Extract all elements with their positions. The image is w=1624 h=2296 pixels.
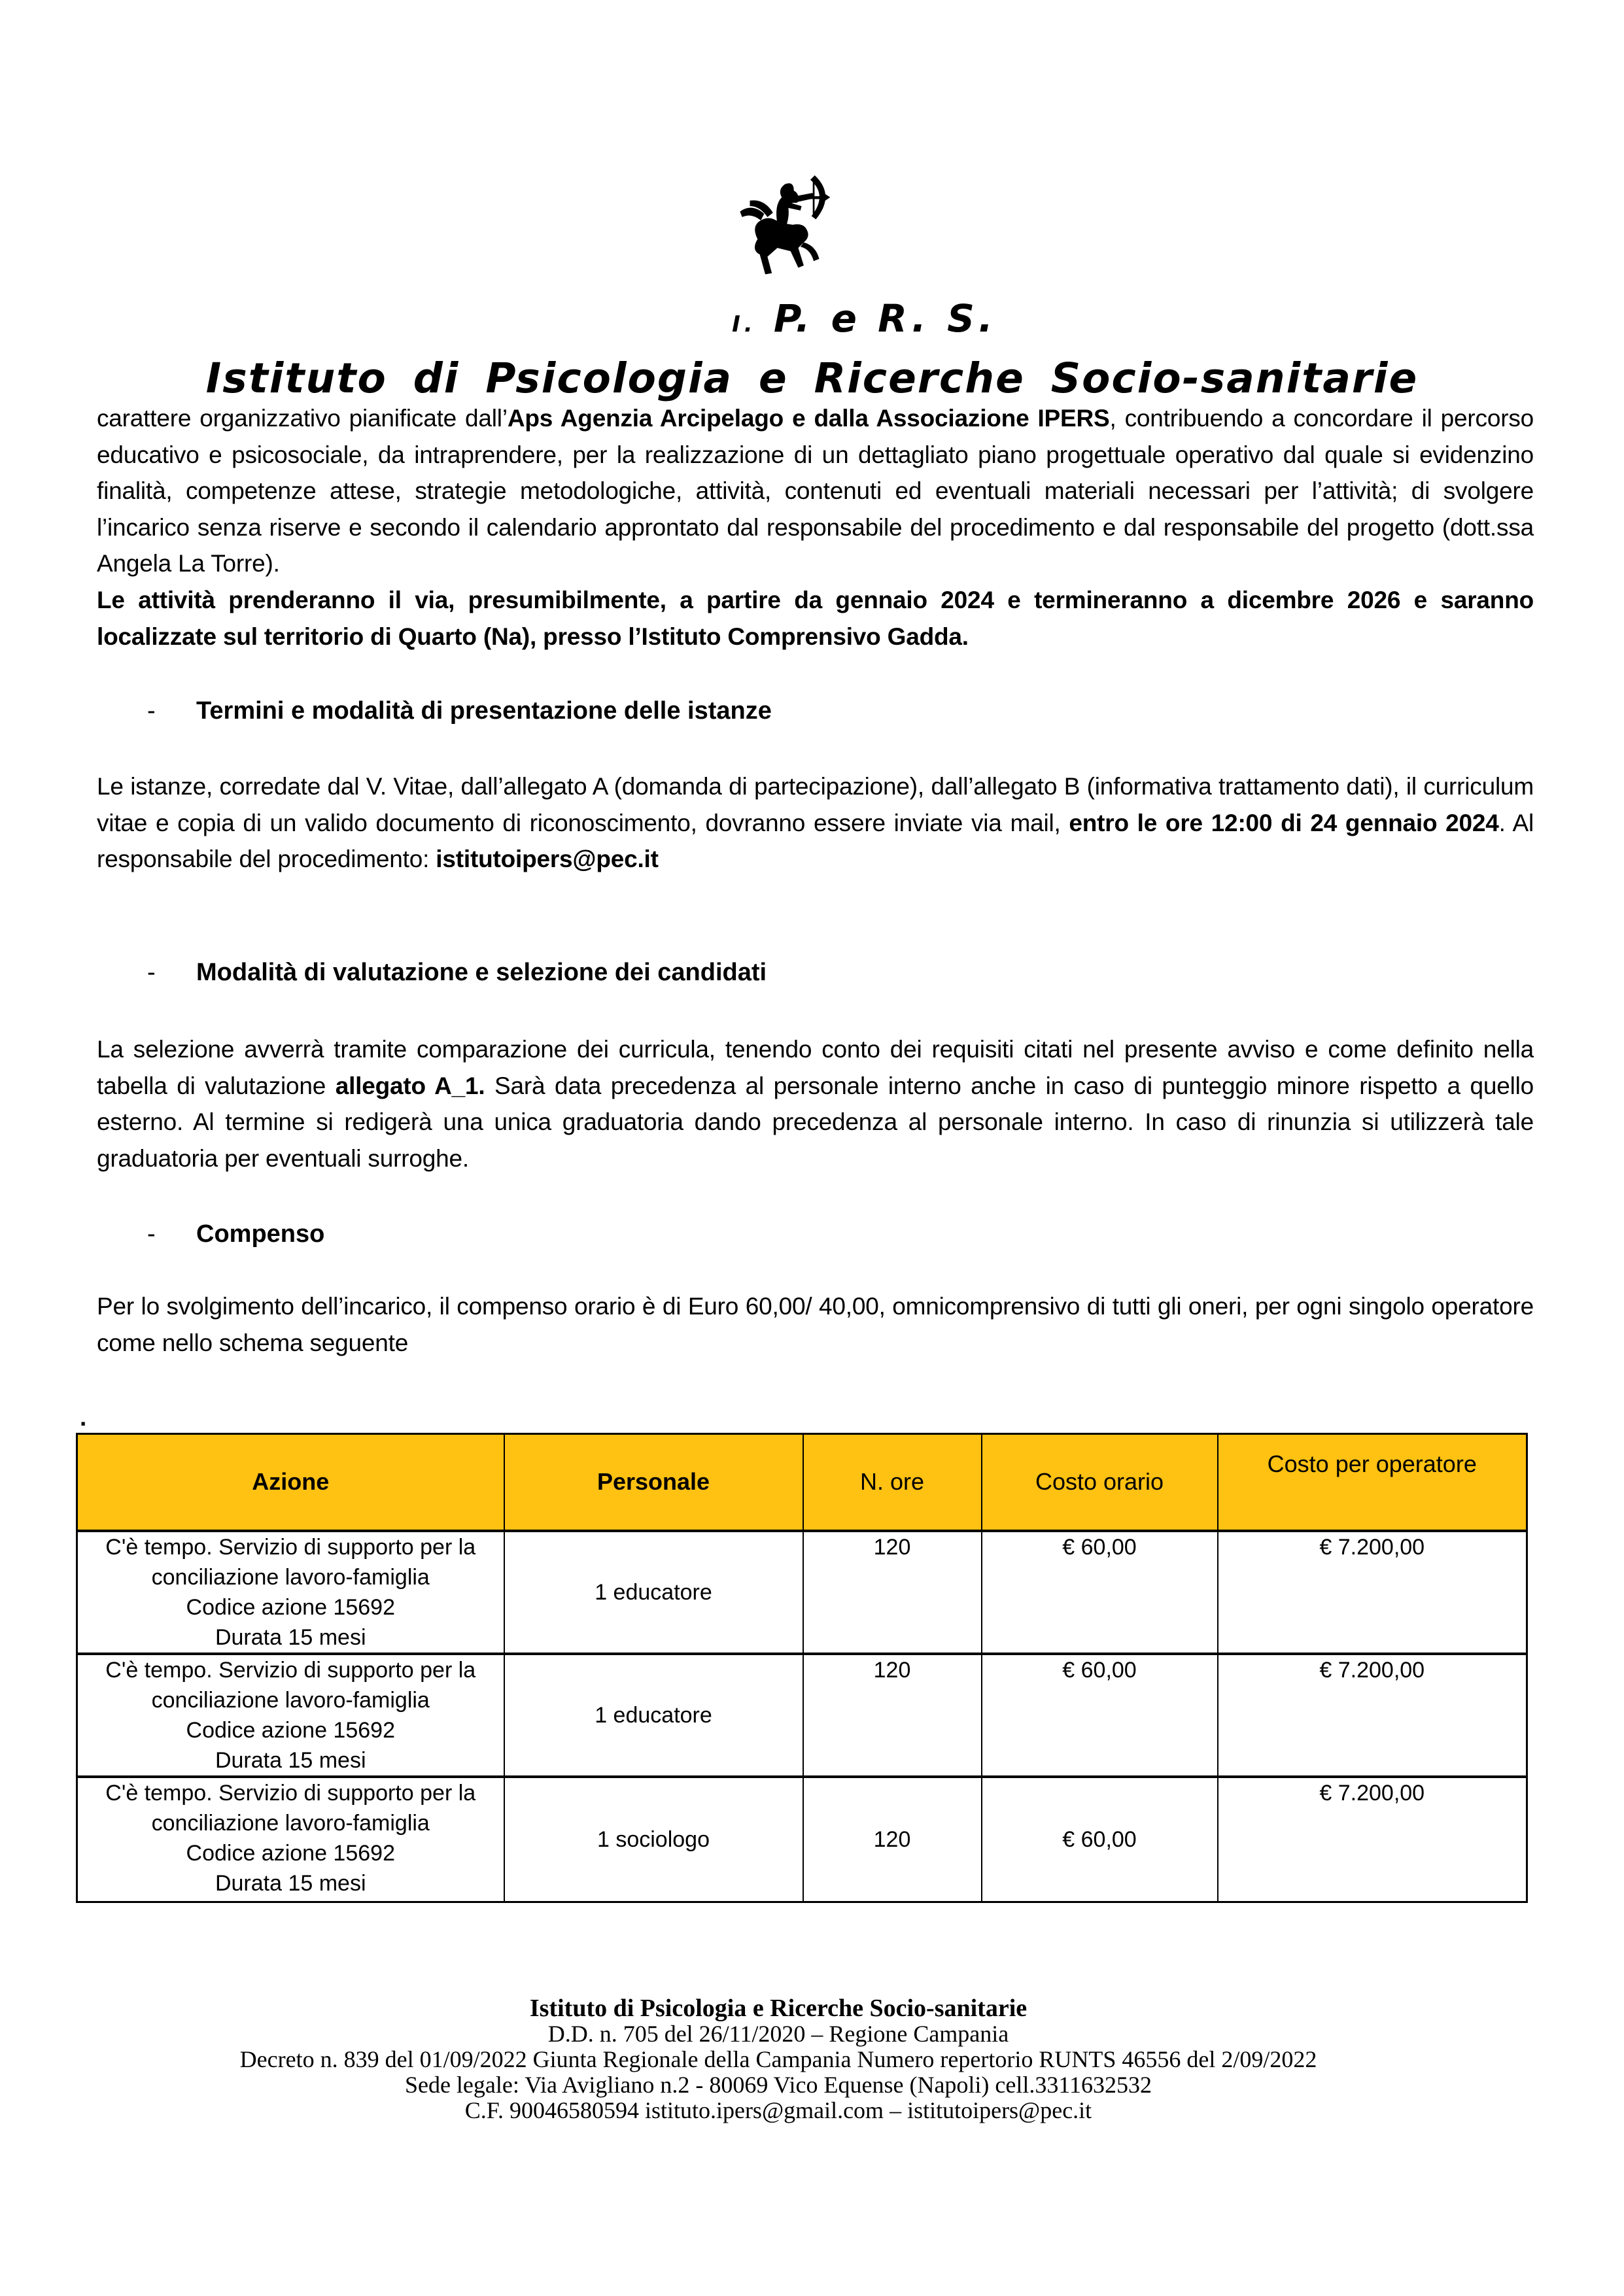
col-header-n-ore: N. ore	[803, 1434, 982, 1531]
col-header-personale: Personale	[504, 1434, 803, 1531]
cell-n-ore: 120	[803, 1654, 982, 1777]
page-title: Istituto di Psicologia e Ricerche Socio-sanitarie	[205, 354, 1419, 402]
paragraph-selezione-text: La selezione avverrà tramite comparazione dei curricula, tenendo conto dei requisiti citati nel presente avviso e come definito nella tabella di valutazione	[97, 1036, 1534, 1099]
cell-personale: 1 educatore	[504, 1654, 803, 1777]
paragraph-selezione	[97, 1031, 1534, 1176]
stray-period: .	[80, 1404, 87, 1431]
centaur-archer-icon	[731, 169, 842, 290]
section-heading-compenso-label: Compenso	[196, 1220, 325, 1248]
section-heading-compenso	[97, 1216, 1534, 1252]
section-heading-valutazione-label: Modalità di valutazione e selezione dei candidati	[196, 959, 767, 986]
cell-n-ore: 120	[803, 1777, 982, 1902]
azione-line: Codice azione 15692	[186, 1840, 395, 1866]
cell-azione	[77, 1777, 504, 1902]
cell-costo-orario: € 60,00	[982, 1777, 1218, 1902]
pec-email-bold: istitutoipers@pec.it	[436, 846, 659, 872]
azione-line: conciliazione lavoro-famiglia	[151, 1810, 430, 1836]
bullet-dash: -	[147, 959, 156, 986]
azione-line: Durata 15 mesi	[215, 1747, 366, 1773]
azione-line: C'è tempo. Servizio di supporto per la	[105, 1657, 476, 1683]
paragraph-activities-period: Le attività prenderanno il via, presumibilmente, a partire da gennaio 2024 e termineranno a dicembre 2026 e saranno localizzate sul territorio di Quarto (Na), presso l’Istituto Comprensivo Gadda.	[97, 587, 1534, 650]
azione-line: C'è tempo. Servizio di supporto per la	[105, 1780, 476, 1806]
section-heading-termini-label: Termini e modalità di presentazione delle istanze	[196, 697, 772, 725]
azione-line: C'è tempo. Servizio di supporto per la	[105, 1534, 476, 1560]
cell-costo-per-operatore: € 7.200,00	[1218, 1654, 1527, 1777]
table-row-educatore-1	[77, 1531, 1527, 1654]
footer	[0, 1996, 1557, 2123]
footer-sede-legale: Sede legale: Via Avigliano n.2 - 80069 Vico Equense (Napoli) cell.3311632532	[404, 2072, 1152, 2098]
paragraph-intro-text: carattere organizzativo pianificate dall’	[97, 405, 508, 432]
acronym-small-i: I.	[732, 311, 757, 337]
col-header-costo-orario: Costo orario	[982, 1434, 1218, 1531]
cell-azione	[77, 1654, 504, 1777]
paragraph-intro-bold-orgs: Aps Agenzia Arcipelago e dalla Associazione IPERS	[507, 405, 1110, 432]
section-heading-termini	[97, 693, 1534, 729]
table-row-sociologo	[77, 1777, 1527, 1902]
centaur-archer-logo	[731, 169, 842, 290]
paragraph-istanze-text: Le istanze, corredate dal V. Vitae, dall’allegato A (domanda di partecipazione), dall’allegato B (informativa trattamento dati), il curriculum vitae e copia di un valido documento di riconoscimento, dovranno essere inviate via mail,	[97, 773, 1534, 836]
paragraph-istanze-text-2: . Al responsabile del procedimento:	[97, 809, 1534, 872]
deadline-bold: entro le ore 12:00 di 24 gennaio 2024	[1069, 809, 1499, 836]
acronym-rest: P. e R. S.	[756, 296, 997, 341]
cell-azione	[77, 1531, 504, 1654]
paragraph-intro-text-2: , contribuendo a concordare il percorso educativo e psicosociale, da intraprendere, per la realizzazione di un dettagliato piano progettuale operativo dal quale si evidenzino finalità, competenze attese, strategie metodologiche, attività, contenuti ed eventuali materiali necessari per l’attività; di svolgere l’incarico senza riserve e secondo il calendario approntato dal responsabile del procedimento e dal responsabile del progetto (dott.ssa Angela La Torre).	[97, 405, 1534, 577]
footer-institute-name: Istituto di Psicologia e Ricerche Socio-sanitarie	[529, 1995, 1028, 2022]
footer-decreto-line: Decreto n. 839 del 01/09/2022 Giunta Regionale della Campania Numero repertorio RUNTS 46556 del 2/09/2022	[239, 2046, 1317, 2072]
table-header-row	[77, 1434, 1527, 1531]
cell-costo-orario: € 60,00	[982, 1531, 1218, 1654]
cell-personale: 1 educatore	[504, 1531, 803, 1654]
col-header-azione: Azione	[77, 1434, 504, 1531]
cell-costo-orario: € 60,00	[982, 1654, 1218, 1777]
cell-n-ore: 120	[803, 1531, 982, 1654]
azione-line: Codice azione 15692	[186, 1717, 395, 1743]
allegato-a1-bold: allegato A_1.	[335, 1072, 485, 1099]
paragraph-istanze	[97, 768, 1534, 878]
paragraph-intro	[97, 400, 1534, 582]
paragraph-selezione-text-2: Sarà data precedenza al personale interno anche in caso di punteggio minore rispetto a quello esterno. Al termine si redigerà una unica graduatoria dando precedenza al personale interno. In caso di rinunzia si utilizzerà tale graduatoria per eventuali surroghe.	[97, 1072, 1534, 1172]
azione-line: conciliazione lavoro-famiglia	[151, 1564, 430, 1590]
azione-line: Durata 15 mesi	[215, 1624, 366, 1650]
bullet-dash: -	[147, 697, 156, 725]
institute-acronym	[105, 296, 1624, 347]
azione-line: Codice azione 15692	[186, 1594, 395, 1620]
azione-line: Durata 15 mesi	[215, 1870, 366, 1896]
section-heading-valutazione	[97, 954, 1534, 991]
bullet-dash: -	[147, 1220, 156, 1248]
azione-line: conciliazione lavoro-famiglia	[151, 1687, 430, 1713]
paragraph-compenso: Per lo svolgimento dell’incarico, il compenso orario è di Euro 60,00/ 40,00, omnicomprensivo di tutti gli oneri, per ogni singolo operatore come nello schema seguente	[97, 1293, 1534, 1356]
footer-cf-emails: C.F. 90046580594 istituto.ipers@gmail.com – istitutoipers@pec.it	[464, 2097, 1092, 2123]
cell-costo-per-operatore: € 7.200,00	[1218, 1531, 1527, 1654]
footer-dd-line: D.D. n. 705 del 26/11/2020 – Regione Campania	[547, 2021, 1009, 2047]
cell-personale: 1 sociologo	[504, 1777, 803, 1902]
table-row-educatore-2	[77, 1654, 1527, 1777]
col-header-costo-per-operatore: Costo per operatore	[1218, 1434, 1527, 1531]
compensation-table	[76, 1433, 1528, 1903]
cell-costo-per-operatore: € 7.200,00	[1218, 1777, 1527, 1902]
